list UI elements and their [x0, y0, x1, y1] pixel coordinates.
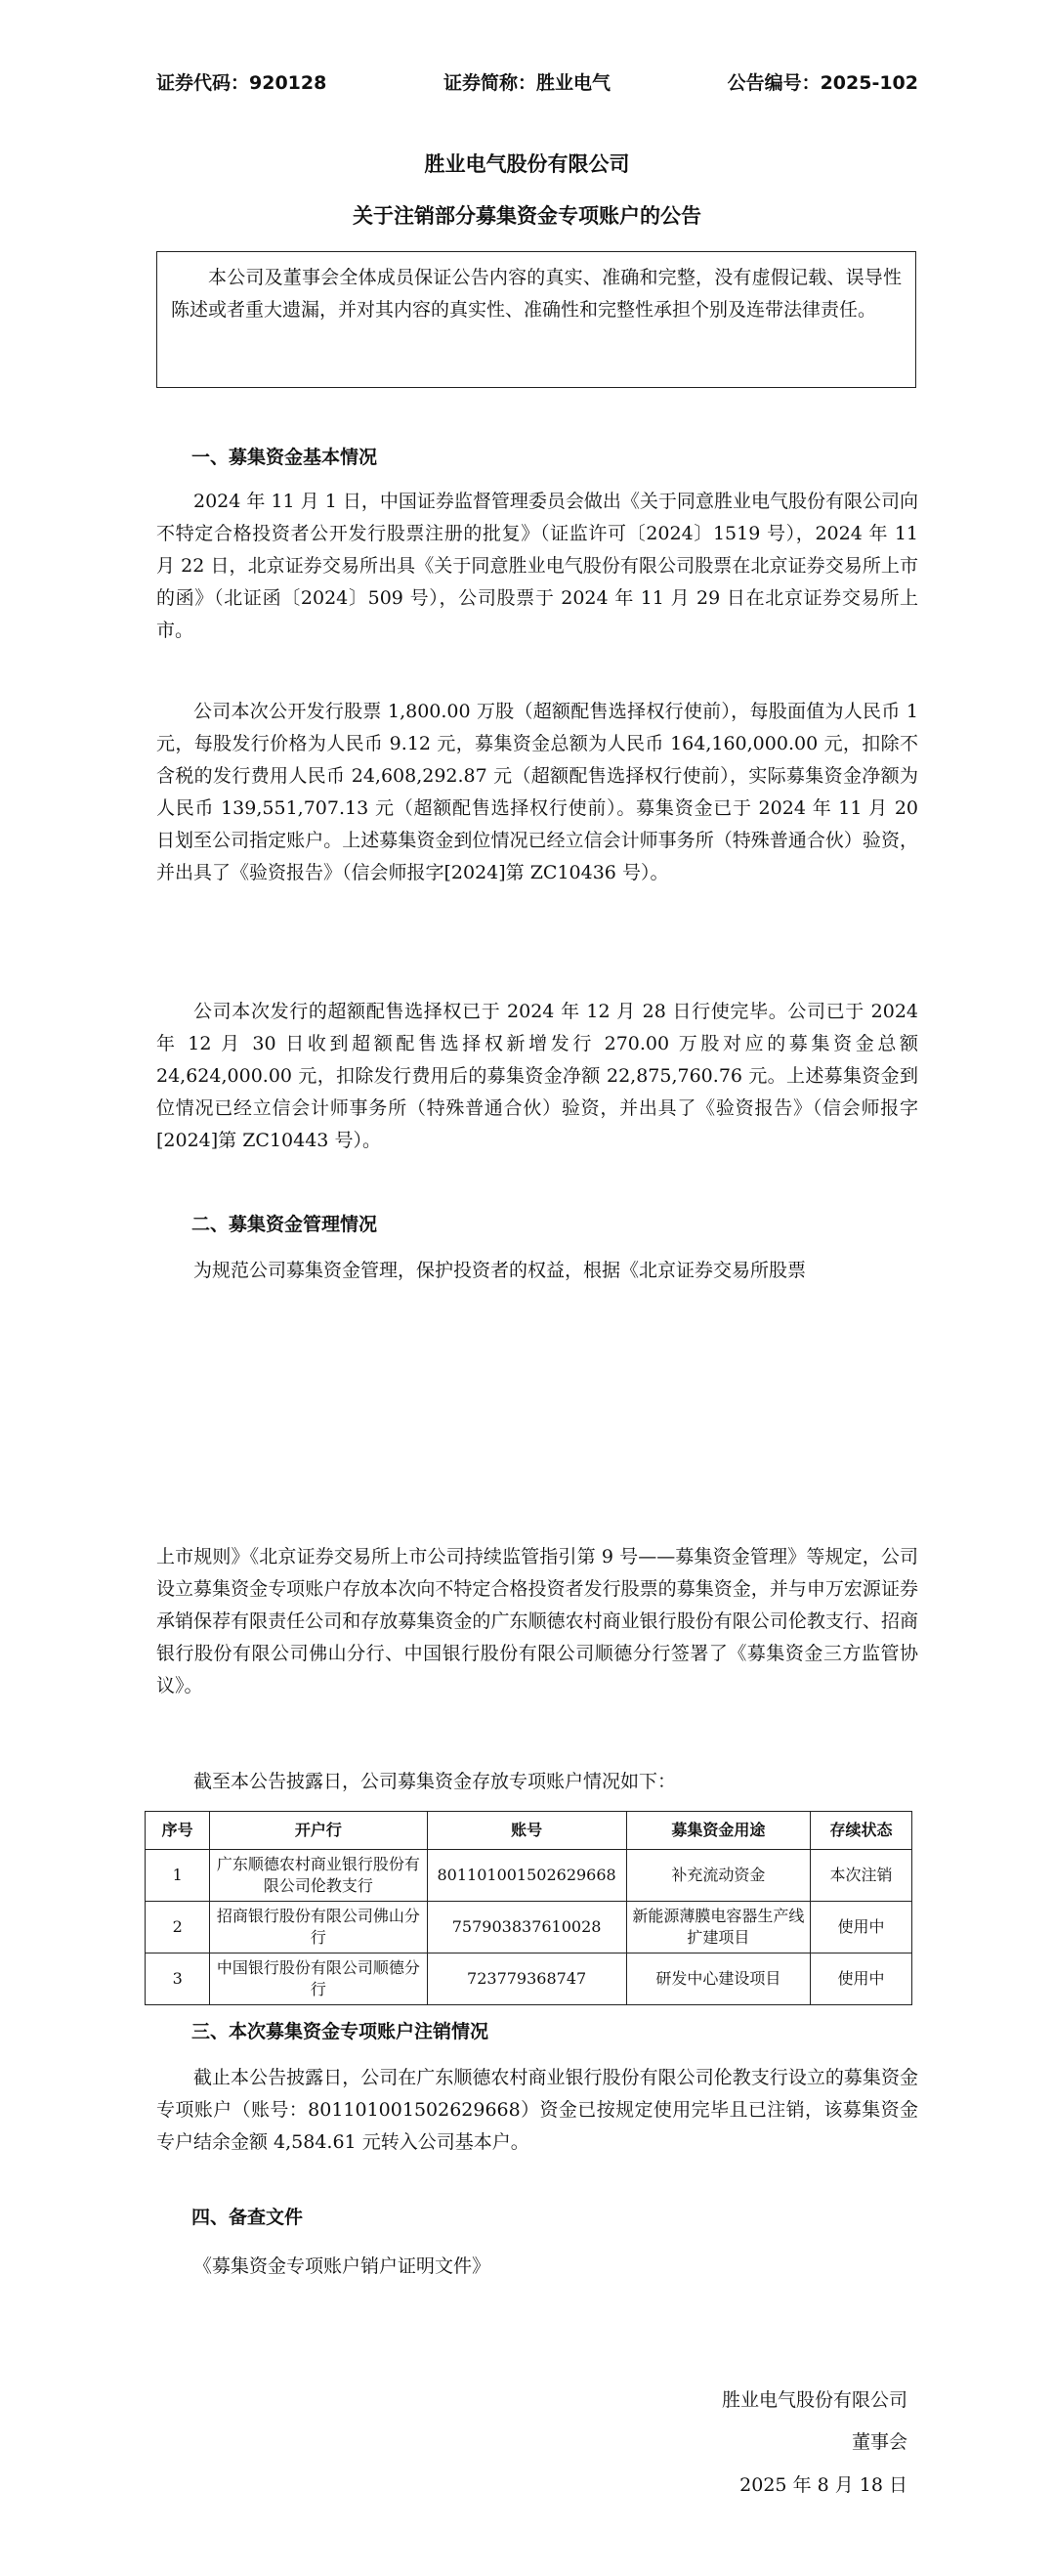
header-cell: 存续状态: [811, 1812, 912, 1850]
table-row: [146, 1850, 912, 1902]
section-2-paragraph-2: 截至本公告披露日，公司募集资金存放专项账户情况如下：: [193, 1771, 677, 1792]
disclaimer-box: 本公司及董事会全体成员保证公告内容的真实、准确和完整，没有虚假记载、误导性陈述或者重大遗漏，并对其内容的真实性、准确性和完整性承担个别及连带法律责任。: [156, 251, 916, 388]
stock-short-name: 证券简称：胜业电气: [443, 72, 611, 94]
section-4-paragraph-1: 《募集资金专项账户销户证明文件》: [193, 2255, 491, 2277]
company-title: 胜业电气股份有限公司: [424, 152, 630, 176]
cell-purpose: 补充流动资金: [626, 1850, 810, 1902]
notice-number: 公告编号：2025-102: [727, 72, 918, 94]
section-1-paragraph-2: 公司本次公开发行股票 1,800.00 万股（超额配售选择权行使前），每股面值为人民币 1 元，每股发行价格为人民币 9.12 元，募集资金总额为人民币 164,160,000.00 元，扣除不含税的发行费用人民币 24,608,292.87 元（超额配售选择权行使前），实际募集资金净额为人民币 139,551,707.13 元（超额配售选择权行使前）。募集资金已于 2024 年 11 月 20 日划至公司指定账户。上述募集资金到位情况已经立信会计师事务所（特殊普通合伙）验资，并出具了《验资报告》（信会师报字[2024]第 ZC10436 号）。: [156, 701, 918, 883]
section-2-paragraph-1-start: 为规范公司募集资金管理，保护投资者的权益，根据《北京证券交易所股票: [193, 1260, 807, 1281]
table-header-row: [146, 1812, 912, 1850]
table-row: [146, 1953, 912, 2005]
signature-company: 胜业电气股份有限公司: [721, 2389, 907, 2411]
cell-purpose: 新能源薄膜电容器生产线扩建项目: [626, 1902, 810, 1953]
accounts-table: [145, 1811, 912, 2005]
stock-code: 证券代码：920128: [156, 72, 327, 94]
section-1-heading: 一、募集资金基本情况: [191, 447, 378, 468]
announcement-title: 关于注销部分募集资金专项账户的公告: [353, 204, 701, 228]
cell-bank: 招商银行股份有限公司佛山分行: [210, 1902, 427, 1953]
cell-account: 757903837610028: [427, 1902, 626, 1953]
header-line: [156, 68, 918, 95]
section-2-heading: 二、募集资金管理情况: [191, 1214, 378, 1235]
cell-status: 使用中: [811, 1902, 912, 1953]
cell-index: 1: [146, 1850, 210, 1902]
cell-status: 使用中: [811, 1953, 912, 2005]
section-3-paragraph-1: 截止本公告披露日，公司在广东顺德农村商业银行股份有限公司伦教支行设立的募集资金专项账户（账号：801101001502629668）资金已按规定使用完毕且已注销，该募集资金专户结余金额 4,584.61 元转入公司基本户。: [156, 2067, 918, 2153]
cell-index: 3: [146, 1953, 210, 2005]
cell-status: 本次注销: [811, 1850, 912, 1902]
header-cell: 序号: [146, 1812, 210, 1850]
section-1-paragraph-3: 公司本次发行的超额配售选择权已于 2024 年 12 月 28 日行使完毕。公司已于 2024 年 12 月 30 日收到超额配售选择权新增发行 270.00 万股对应的募集资金总额 24,624,000.00 元，扣除发行费用后的募集资金净额 22,875,760.76 元。上述募集资金到位情况已经立信会计师事务所（特殊普通合伙）验资，并出具了《验资报告》（信会师报字[2024]第 ZC10443 号）。: [156, 1001, 918, 1151]
header-cell: 开户行: [210, 1812, 427, 1850]
cell-account: 801101001502629668: [427, 1850, 626, 1902]
header-cell: 账号: [427, 1812, 626, 1850]
section-4-heading: 四、备查文件: [191, 2207, 304, 2228]
signature-board: 董事会: [851, 2431, 907, 2453]
table-row: [146, 1902, 912, 1953]
cell-account: 723779368747: [427, 1953, 626, 2005]
cell-purpose: 研发中心建设项目: [626, 1953, 810, 2005]
cell-bank: 广东顺德农村商业银行股份有限公司伦教支行: [210, 1850, 427, 1902]
cell-index: 2: [146, 1902, 210, 1953]
signature-date: 2025 年 8 月 18 日: [739, 2474, 907, 2496]
cell-bank: 中国银行股份有限公司顺德分行: [210, 1953, 427, 2005]
section-1-paragraph-1: 2024 年 11 月 1 日，中国证券监督管理委员会做出《关于同意胜业电气股份有限公司向不特定合格投资者公开发行股票注册的批复》（证监许可〔2024〕1519 号），2024 年 11 月 22 日，北京证券交易所出具《关于同意胜业电气股份有限公司股票在北京证券交易所上市的函》（北证函〔2024〕509 号），公司股票于 2024 年 11 月 29 日在北京证券交易所上市。: [156, 491, 918, 641]
section-3-heading: 三、本次募集资金专项账户注销情况: [191, 2021, 489, 2042]
header-cell: 募集资金用途: [626, 1812, 810, 1850]
section-2-paragraph-1-continued: 上市规则》《北京证券交易所上市公司持续监管指引第 9 号——募集资金管理》等规定，公司设立募集资金专项账户存放本次向不特定合格投资者发行股票的募集资金，并与申万宏源证券承销保荐有限责任公司和存放募集资金的广东顺德农村商业银行股份有限公司伦教支行、招商银行股份有限公司佛山分行、中国银行股份有限公司顺德分行签署了《募集资金三方监管协议》。: [156, 1546, 918, 1696]
